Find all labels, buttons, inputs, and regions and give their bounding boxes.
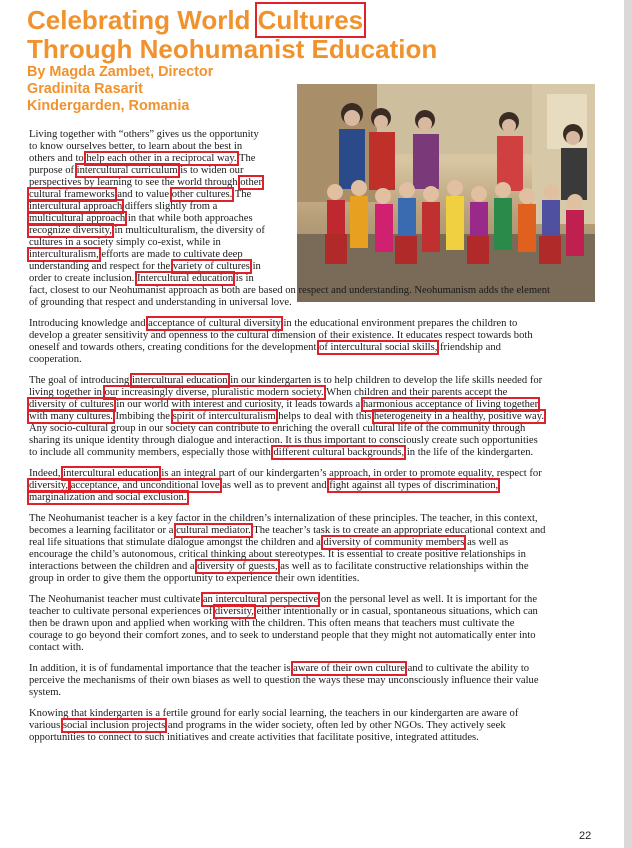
text-run: teacher to cultivate personal experiences of xyxy=(29,606,215,617)
highlighted-phrase: multicultural approach xyxy=(29,213,126,224)
body-line xyxy=(29,573,359,585)
text-run: living together in xyxy=(29,387,105,398)
text-run: The goal of introducing xyxy=(29,375,132,386)
text-run: order to create inclusion. xyxy=(29,273,137,284)
highlighted-phrase: diversity of guests, xyxy=(197,561,278,572)
body-line xyxy=(29,177,262,189)
text-run: perspectives by learning to see the world through xyxy=(29,177,241,188)
body-line xyxy=(29,606,538,618)
highlighted-phrase: diversity, xyxy=(214,606,254,617)
text-run: as well as to facilitate constructive relationships within the xyxy=(277,561,529,572)
body-line xyxy=(29,480,498,492)
text-run: encourage the child’s autonomous, critical thinking about stereotypes. It is essential to create positive relationships in xyxy=(29,549,526,560)
text-run: as well as xyxy=(464,537,509,548)
text-run: and programs in the wider society, often led by other NGOs. They actively seek xyxy=(165,720,506,731)
highlighted-phrase: other xyxy=(240,177,263,188)
body-line xyxy=(29,435,538,447)
text-run: is an integral part of our kindergarten’s approach, in order to promote equality, respect for xyxy=(158,468,542,479)
text-run: on the personal level as well. It is important for the xyxy=(318,594,538,605)
article-title xyxy=(27,6,547,64)
text-run: purpose of xyxy=(29,165,77,176)
body-line xyxy=(29,129,259,141)
highlighted-phrase: spirit of interculturalism xyxy=(172,411,276,422)
body-line xyxy=(29,342,501,354)
highlighted-phrase: of intercultural social skills, xyxy=(319,342,438,353)
body-line xyxy=(29,189,251,201)
highlighted-phrase: other cultures. xyxy=(171,189,233,200)
text-run: real life situations that stimulate dialogue amongst the children and a xyxy=(29,537,324,548)
body-line xyxy=(29,399,538,411)
body-line xyxy=(29,273,254,285)
highlighted-phrase: heterogeneity in a healthy, positive way. xyxy=(373,411,544,422)
body-line xyxy=(29,225,265,237)
article-byline xyxy=(27,64,317,115)
title-text: Celebrating World xyxy=(27,5,258,35)
highlighted-phrase: an intercultural perspective xyxy=(202,594,319,605)
text-run: in xyxy=(249,261,261,272)
text-run: and to cultivate the ability to xyxy=(404,663,530,674)
body-line xyxy=(29,423,525,435)
text-run: cultures in a society simply co-exist, while in xyxy=(29,237,221,248)
text-run: in the life of the kindergarten. xyxy=(404,447,534,458)
text-run: understanding and respect for the xyxy=(29,261,173,272)
text-run: in the educational environment prepares the children to xyxy=(280,318,518,329)
text-run: Any socio-cultural group in our society can contribute to enriching the overall cultural life of the community through xyxy=(29,423,526,434)
text-run: efforts are made to cultivate deep xyxy=(98,249,243,260)
body-line xyxy=(29,513,538,525)
body-line xyxy=(29,201,217,213)
highlighted-phrase: cultural mediator. xyxy=(176,525,251,536)
text-run: sharing its unique identity through dialogue and interaction. It is thus important to consciously create such opportunities xyxy=(29,435,538,446)
body-line xyxy=(29,492,187,504)
text-run: Knowing that kindergarten is a fertile ground for early social learning, the teachers in our kindergarten are aware of xyxy=(29,708,519,719)
body-line xyxy=(29,732,479,744)
text-run: Imbibing the xyxy=(112,411,173,422)
text-run: others and to xyxy=(29,153,87,164)
body-line xyxy=(29,537,508,549)
body-line xyxy=(29,675,539,687)
body-line xyxy=(29,708,518,720)
highlighted-phrase: intercultural education xyxy=(131,375,228,386)
highlighted-phrase: cultural frameworks xyxy=(29,189,115,200)
body-line xyxy=(29,354,82,366)
highlighted-phrase: social inclusion projects xyxy=(62,720,166,731)
body-line xyxy=(29,285,550,297)
text-run: Introducing knowledge and xyxy=(29,318,149,329)
body-line xyxy=(29,642,84,654)
text-run: in multiculturalism, the diversity of xyxy=(111,225,265,236)
highlighted-phrase: different cultural backgrounds, xyxy=(273,447,405,458)
text-run: differs slightly from a xyxy=(122,201,218,212)
text-run: perceive the mechanisms of their own biases as well to question the ways these may unconsciously influence their value xyxy=(29,675,539,686)
highlighted-phrase: fight against all types of discrimination, xyxy=(329,480,499,491)
body-line xyxy=(29,411,544,423)
text-run: either intentionally or in casual, spontaneous situations, which can xyxy=(253,606,538,617)
highlighted-phrase: interculturalism, xyxy=(29,249,99,260)
body-line xyxy=(29,618,515,630)
viewer-margin xyxy=(624,0,632,848)
body-line xyxy=(29,561,529,573)
text-run: interactions between the children and a xyxy=(29,561,198,572)
title-highlight-cultures: Cultures xyxy=(257,5,364,35)
highlighted-phrase: aware of their own culture xyxy=(293,663,405,674)
text-run: helps to deal with this xyxy=(275,411,374,422)
highlighted-phrase: intercultural approach xyxy=(29,201,123,212)
byline-author: By Magda Zambet, Director xyxy=(27,64,214,80)
highlighted-phrase: intercultural education xyxy=(63,468,159,479)
body-line xyxy=(29,687,61,699)
body-line xyxy=(29,330,533,342)
text-run: oneself and towards others, creating conditions for the development xyxy=(29,342,320,353)
body-line xyxy=(29,663,529,675)
highlighted-phrase: Intercultural education xyxy=(136,273,234,284)
highlighted-phrase: marginalization and social exclusion. xyxy=(29,492,187,503)
text-run: contact with. xyxy=(29,642,84,653)
body-line xyxy=(29,387,507,399)
text-run: When children and their parents accept the xyxy=(323,387,508,398)
text-run: in that while both approaches xyxy=(125,213,253,224)
text-run: opportunities to connect to such initiatives and create activities that facilitate positive, integrated attitudes. xyxy=(29,732,479,743)
highlighted-phrase: recognize diversity, xyxy=(29,225,112,236)
text-run: The xyxy=(236,153,256,164)
body-line xyxy=(29,318,517,330)
body-line xyxy=(29,375,542,387)
highlighted-phrase: with many cultures. xyxy=(29,411,113,422)
byline-school: Gradinita Rasarit xyxy=(27,81,143,97)
text-run: of grounding that respect and understanding in universal love. xyxy=(29,297,292,308)
text-run: fact, closest to our Neohumanist approach as both are based on respect and understanding. Neohumanism adds the element xyxy=(29,285,550,296)
byline-location: Kindergarden, Romania xyxy=(27,98,190,114)
body-line xyxy=(29,213,253,225)
text-run: to include all community members, especially those with xyxy=(29,447,274,458)
highlighted-phrase: help each other in a reciprocal way. xyxy=(86,153,237,164)
body-line xyxy=(29,237,221,249)
body-line xyxy=(29,549,526,561)
text-run: courage to go beyond their comfort zones, and to seek to understand people that they might not automatically enter into xyxy=(29,630,536,641)
text-run: in our kindergarten is to help children to develop the life skills needed for xyxy=(227,375,543,386)
text-run: becomes a learning facilitator or a xyxy=(29,525,177,536)
highlighted-phrase: acceptance, and unconditional love xyxy=(70,480,220,491)
highlighted-phrase: diversity of community members xyxy=(323,537,465,548)
text-run: to know ourselves better, to learn about the best in xyxy=(29,141,243,152)
text-run: various xyxy=(29,720,63,731)
text-run: Living together with “others” gives us the opportunity xyxy=(29,129,259,140)
body-line xyxy=(29,468,542,480)
body-line xyxy=(29,261,261,273)
text-run: develop a greater sensitivity and openness to the cultural dimension of their existence. It educates respect towards both xyxy=(29,330,533,341)
body-line xyxy=(29,297,292,309)
body-line xyxy=(29,720,506,732)
body-line xyxy=(29,141,242,153)
text-run: is to widen our xyxy=(177,165,244,176)
page-number: 22 xyxy=(579,830,592,842)
text-run: In addition, it is of fundamental importance that the teacher is xyxy=(29,663,294,674)
body-line xyxy=(29,153,256,165)
highlighted-phrase: our increasingly diverse, pluralistic modern society. xyxy=(104,387,324,398)
text-run: The Neohumanist teacher is a key factor in the children’s internalization of these principles. The teacher, in this context, xyxy=(29,513,538,524)
text-run: in our world with interest and curiosity, it leads towards a xyxy=(113,399,363,410)
body-line xyxy=(29,525,545,537)
text-run: system. xyxy=(29,687,62,698)
text-run: cooperation. xyxy=(29,354,82,365)
text-run: The xyxy=(232,189,252,200)
highlighted-phrase: variety of cultures xyxy=(172,261,250,272)
highlighted-phrase: harmonious acceptance of living together xyxy=(362,399,539,410)
highlighted-phrase: acceptance of cultural diversity xyxy=(148,318,281,329)
highlighted-phrase: diversity, xyxy=(29,480,69,491)
body-line xyxy=(29,594,537,606)
text-run: and to value xyxy=(114,189,172,200)
group-photo xyxy=(297,84,595,302)
text-run: is in xyxy=(233,273,254,284)
body-line xyxy=(29,447,533,459)
title-line-2: Through Neohumanist Education xyxy=(27,34,438,64)
body-line xyxy=(29,630,536,642)
body-line xyxy=(29,165,244,177)
text-run: group in order to give them the opportunity to experience their own identities. xyxy=(29,573,360,584)
classroom-photo-illustration xyxy=(297,84,595,302)
text-run: as well as to prevent and xyxy=(219,480,330,491)
text-run: then be drawn upon and applied when working with the children. This often means that teachers must cultivate the xyxy=(29,618,515,629)
text-run: The teacher’s task is to create an appropriate educational context and xyxy=(250,525,546,536)
highlighted-phrase: diversity of cultures xyxy=(29,399,114,410)
body-line xyxy=(29,249,243,261)
text-run: friendship and xyxy=(437,342,501,353)
text-run: Indeed, xyxy=(29,468,64,479)
highlighted-phrase: intercultural curriculum xyxy=(76,165,178,176)
text-run: The Neohumanist teacher must cultivate xyxy=(29,594,203,605)
